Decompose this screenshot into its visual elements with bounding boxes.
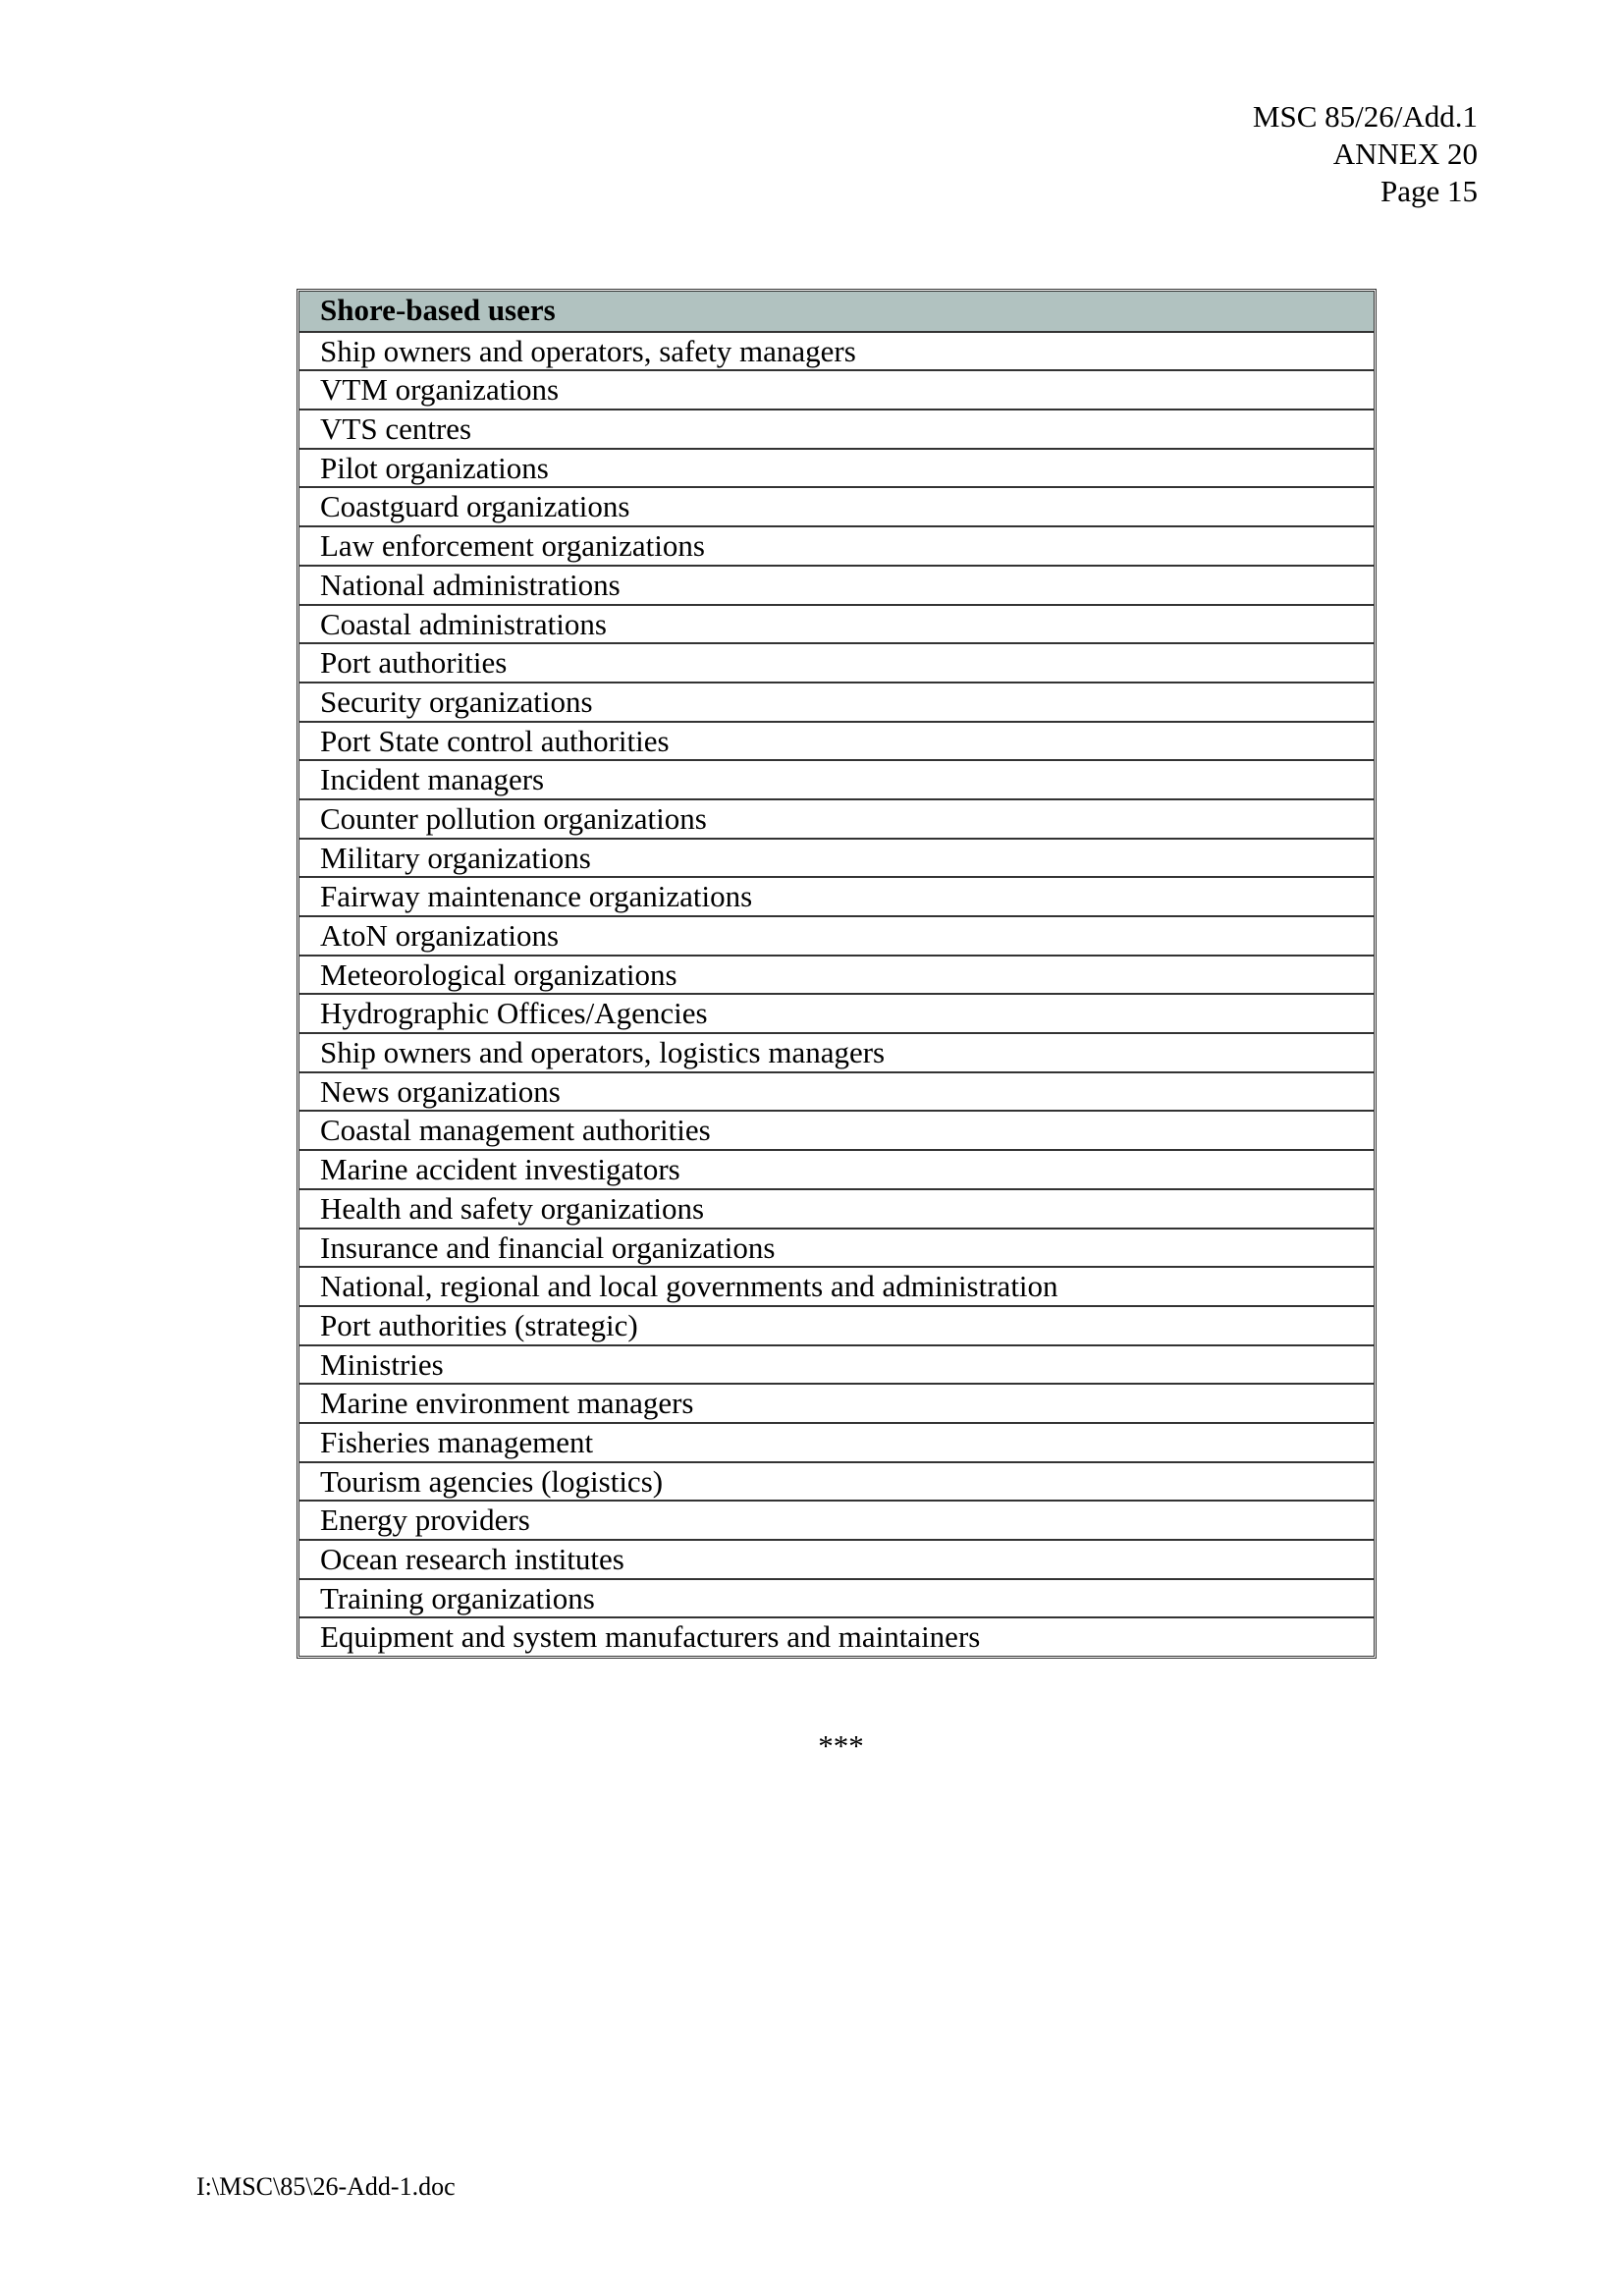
table-row: Ministries (299, 1344, 1374, 1384)
table-row: Coastal management authorities (299, 1110, 1374, 1149)
annex-label: ANNEX 20 (1332, 137, 1478, 171)
table-row: Incident managers (299, 759, 1374, 798)
table-row: National, regional and local governments and administration (299, 1266, 1374, 1305)
table-row: Ship owners and operators, logistics managers (299, 1032, 1374, 1071)
table-row: Military organizations (299, 838, 1374, 877)
table-row: Security organizations (299, 682, 1374, 721)
table-row: Coastal administrations (299, 604, 1374, 643)
table-row: AtoN organizations (299, 915, 1374, 955)
table-row: Fairway maintenance organizations (299, 876, 1374, 915)
table-row: Equipment and system manufacturers and maintainers (299, 1616, 1374, 1656)
table-row: Hydrographic Offices/Agencies (299, 993, 1374, 1032)
document-reference: MSC 85/26/Add.1 (1252, 99, 1478, 134)
table-row: Counter pollution organizations (299, 798, 1374, 838)
table-row: National administrations (299, 565, 1374, 604)
table-row: Health and safety organizations (299, 1188, 1374, 1228)
table-row: Insurance and financial organizations (299, 1228, 1374, 1267)
document-header (1253, 98, 1478, 210)
table-row: News organizations (299, 1071, 1374, 1111)
footer-file-path: I:\MSC\85\26-Add-1.doc (196, 2172, 456, 2201)
table-row: Tourism agencies (logistics) (299, 1461, 1374, 1501)
table-row: VTS centres (299, 409, 1374, 448)
table-row: VTM organizations (299, 369, 1374, 409)
table-row: Port State control authorities (299, 721, 1374, 760)
table-row: Law enforcement organizations (299, 525, 1374, 565)
end-of-document-mark: *** (818, 1728, 864, 1763)
table-row: Meteorological organizations (299, 955, 1374, 994)
table-row: Ship owners and operators, safety managers (299, 331, 1374, 370)
table-row: Coastguard organizations (299, 486, 1374, 525)
table-row: Energy providers (299, 1500, 1374, 1539)
table-row: Training organizations (299, 1578, 1374, 1617)
table-row: Marine environment managers (299, 1383, 1374, 1422)
table-heading: Shore-based users (299, 292, 1374, 331)
table-row: Pilot organizations (299, 448, 1374, 487)
table-body (299, 331, 1374, 1656)
table-row: Ocean research institutes (299, 1539, 1374, 1578)
page-number: Page 15 (1380, 174, 1478, 208)
table-row: Marine accident investigators (299, 1149, 1374, 1188)
table-row: Port authorities (299, 642, 1374, 682)
table-row: Fisheries management (299, 1422, 1374, 1461)
shore-based-users-table (297, 289, 1377, 1659)
table-row: Port authorities (strategic) (299, 1305, 1374, 1344)
